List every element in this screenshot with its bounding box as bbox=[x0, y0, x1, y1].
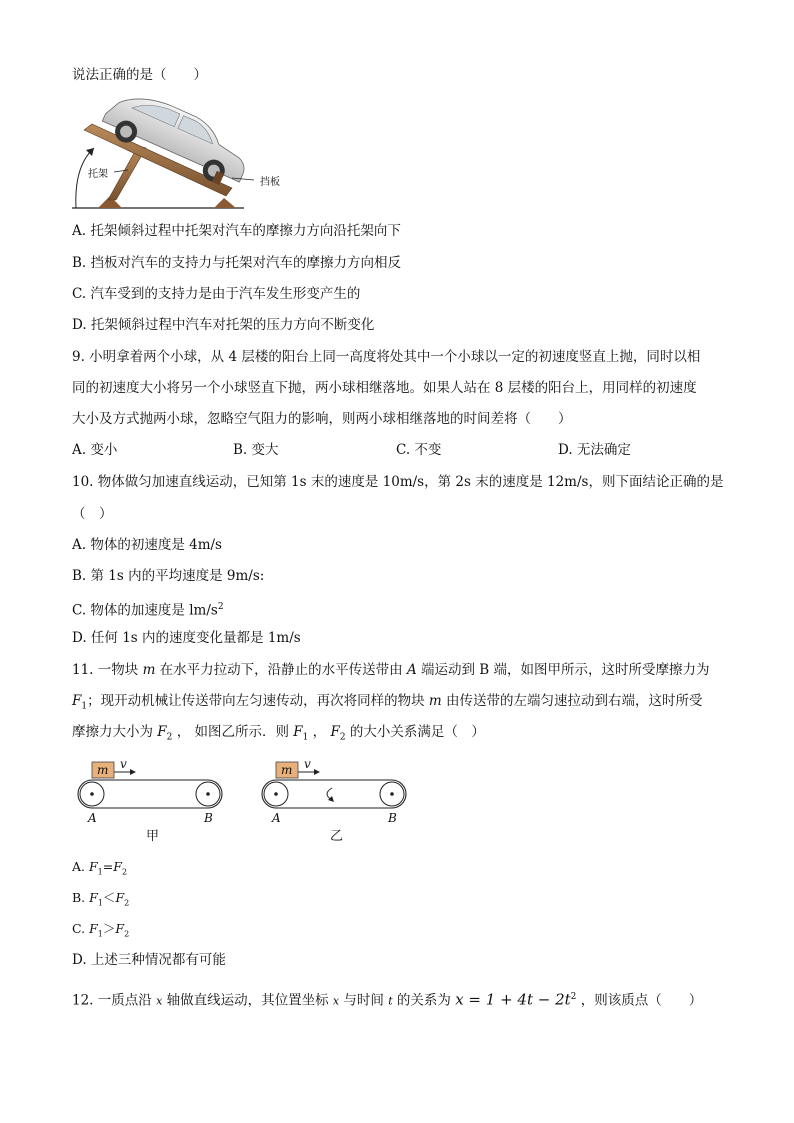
q11-ob-pre: B. bbox=[72, 890, 90, 905]
q12-formula-sup: 2 bbox=[570, 992, 577, 1002]
q9-option-d: D. 无法确定 bbox=[558, 442, 631, 458]
q11-l3-f1: F bbox=[293, 724, 303, 740]
q11-l3-f2-sub: 2 bbox=[166, 732, 173, 743]
q11-oa-pre: A. bbox=[72, 859, 89, 874]
q11-l2-text-a: ；现开动机械让传送带向左匀速传动，再次将同样的物块 bbox=[87, 693, 429, 709]
q11-ob-f1: F bbox=[89, 890, 98, 905]
q12-text-b: 轴做直线运动，其位置坐标 bbox=[162, 992, 333, 1009]
q12-x2: x bbox=[332, 994, 340, 1008]
q8-option-d: D. 托架倾斜过程中汽车对托架的压力方向不断变化 bbox=[72, 317, 375, 333]
q11-option-b bbox=[72, 889, 129, 913]
conveyor-1 bbox=[78, 757, 222, 844]
q11-ob-f2: F bbox=[115, 890, 125, 905]
q11-l2-text-b: 由传送带的左端匀速拉动到右端，这时所受 bbox=[441, 693, 703, 709]
q11-oa-s2: 2 bbox=[121, 867, 128, 877]
q10-option-c-sup: 2 bbox=[217, 602, 224, 612]
q9-option-c: C. 不变 bbox=[396, 442, 442, 458]
pulley-2b-axle bbox=[390, 792, 394, 796]
q11-l1-a: A bbox=[406, 662, 417, 678]
q11-oc-s1: 1 bbox=[97, 929, 103, 939]
q11-oc-f2: F bbox=[115, 921, 125, 936]
q9-line-2: 同的初速度大小将另一个小球竖直下抛，两小球相继落地。如果人站在 8 层楼的阳台上，用同样的初速度 bbox=[72, 380, 697, 396]
pulley-2a-axle bbox=[274, 792, 278, 796]
q11-ob-s2: 2 bbox=[124, 898, 130, 908]
q10-option-c bbox=[72, 598, 224, 620]
caption-1: 甲 bbox=[146, 829, 160, 844]
q10-option-c-text: C. 物体的加速度是 lm/s bbox=[72, 602, 218, 619]
q9-line-1: 9. 小明拿着两个小球，从 4 层楼的阳台上同一高度将处其中一个小球以一定的初速度竖直上抛，同时以相 bbox=[72, 349, 701, 365]
end-b-1: B bbox=[204, 811, 213, 825]
q11-line-3 bbox=[72, 723, 485, 747]
end-a-1: A bbox=[88, 811, 97, 825]
velocity-2-arrow-head-icon bbox=[314, 769, 320, 775]
q12-text-a: 12. 一质点沿 bbox=[72, 992, 157, 1009]
end-a-2: A bbox=[272, 811, 281, 825]
q11-l3-f2: F bbox=[157, 724, 167, 740]
q11-oc-mid: ＞ bbox=[102, 921, 116, 936]
velocity-1-arrow-head-icon bbox=[130, 769, 136, 775]
end-b-2: B bbox=[388, 811, 397, 825]
q11-option-a bbox=[72, 858, 127, 882]
q11-oa-s1: 1 bbox=[97, 867, 103, 877]
q11-ob-s1: 1 bbox=[97, 898, 103, 908]
label-bracket: 托架 bbox=[88, 169, 108, 180]
q10-option-b: B. 第 1s 内的平均速度是 9m/s: bbox=[72, 568, 265, 584]
q11-oc-pre: C. bbox=[72, 921, 90, 936]
q11-l2-f: F bbox=[72, 693, 82, 709]
q11-l1-text-a: 11. 一物块 bbox=[72, 662, 143, 678]
car-bracket-figure bbox=[64, 92, 300, 214]
q11-line-2 bbox=[72, 692, 703, 716]
q9-option-b: B. 变大 bbox=[233, 442, 279, 458]
q11-oa-f1: F bbox=[88, 859, 98, 874]
q12-line-1 bbox=[72, 988, 702, 1011]
velocity-1-label: v bbox=[120, 757, 127, 771]
q11-option-c bbox=[72, 920, 129, 944]
pivot-right bbox=[214, 198, 236, 208]
q12-text-c: 与时间 bbox=[339, 992, 389, 1009]
q11-oa-f2: F bbox=[113, 859, 122, 874]
q10-line-1: 10. 物体做匀加速直线运动，已知第 1s 末的速度是 10m/s，第 2s 末的速度是 12m/s，则下面结论正确的是 bbox=[72, 474, 724, 490]
q11-l3-text-c: ， bbox=[308, 724, 331, 740]
q11-l3-text-b: ， 如图乙所示．则 bbox=[172, 724, 294, 740]
q11-l2-sub: 1 bbox=[81, 701, 88, 712]
q10-line-2: （ ） bbox=[72, 506, 113, 522]
q11-line-1 bbox=[72, 661, 710, 679]
q11-oc-s2: 2 bbox=[124, 929, 130, 939]
q11-l2-m: m bbox=[428, 693, 442, 709]
velocity-2-label: v bbox=[304, 757, 311, 771]
q8-option-a: A. 托架倾斜过程中托架对汽车的摩擦力方向沿托架向下 bbox=[72, 223, 401, 239]
q9-option-a: A. 变小 bbox=[72, 442, 118, 458]
pulley-1b-axle bbox=[206, 792, 210, 796]
q11-l3-f2b: F bbox=[330, 724, 340, 740]
q9-line-3: 大小及方式抛两小球，忽略空气阻力的影响，则两小球相继落地的时间差将（ ） bbox=[72, 411, 572, 427]
q11-l1-m: m bbox=[142, 662, 156, 678]
q8-option-c: C. 汽车受到的支持力是由于汽车发生形变产生的 bbox=[72, 286, 361, 302]
question-8-stem bbox=[72, 66, 207, 84]
q12-formula: x = 1 + 4t − 2t bbox=[455, 990, 571, 1009]
q11-l3-f1-sub: 1 bbox=[302, 732, 309, 743]
q11-ob-mid: ＜ bbox=[102, 890, 116, 905]
block-1-label: m bbox=[97, 763, 109, 777]
q11-l3-text-a: 摩擦力大小为 bbox=[72, 724, 158, 740]
q12-t: t bbox=[388, 994, 393, 1008]
q11-l1-text-b: 在水平力拉动下，沿静止的水平传送带由 bbox=[155, 662, 407, 678]
q11-l3-text-d: 的大小关系满足（ ） bbox=[345, 724, 485, 740]
q12-text-e: ，则该质点（ ） bbox=[576, 992, 703, 1009]
q11-oc-f1: F bbox=[89, 921, 98, 936]
block-2-label: m bbox=[281, 763, 293, 777]
q12-text-d: 的关系为 bbox=[392, 992, 456, 1009]
q11-option-d: D. 上述三种情况都有可能 bbox=[72, 952, 226, 968]
q8-option-b: B. 挡板对汽车的支持力与托架对汽车的摩擦力方向相反 bbox=[72, 255, 402, 271]
pulley-1a-axle bbox=[90, 792, 94, 796]
q11-oa-mid: = bbox=[102, 859, 114, 874]
q12-x1: x bbox=[156, 994, 163, 1008]
q11-l3-f2b-sub: 2 bbox=[339, 732, 346, 743]
conveyor-figure bbox=[70, 756, 420, 846]
conveyor-2 bbox=[262, 757, 406, 844]
q11-l1-text-c: 端运动到 B 端，如图甲所示，这时所受摩擦力为 bbox=[416, 662, 710, 678]
caption-2: 乙 bbox=[330, 829, 344, 844]
tilt-arrow-head-icon bbox=[86, 148, 94, 156]
label-board: 挡板 bbox=[260, 177, 280, 188]
q10-option-a: A. 物体的初速度是 4m/s bbox=[72, 537, 222, 553]
q10-option-d: D. 任何 1s 内的速度变化量都是 1m/s bbox=[72, 630, 301, 646]
q8-stem-text: 说法正确的是（ ） bbox=[72, 67, 207, 83]
rotation-arrow-head-icon bbox=[328, 796, 334, 802]
